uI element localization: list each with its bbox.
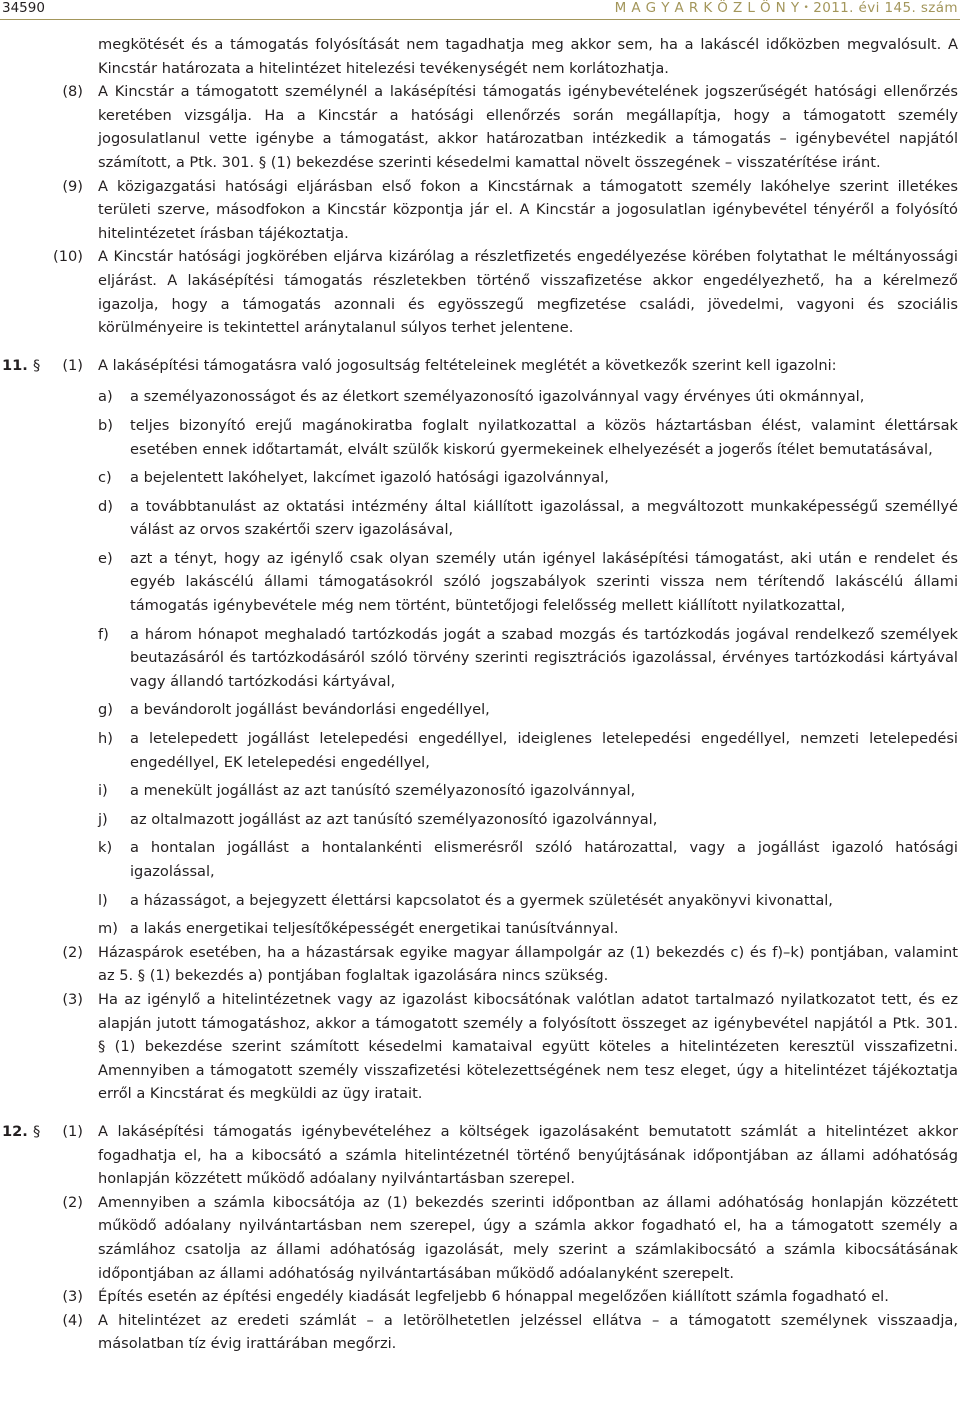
- section-12-paragraph-1: [0, 1120, 960, 1191]
- requirement-list: [0, 385, 960, 940]
- paragraph-text: Építés esetén az építési engedély kiadását legfeljebb 6 hónappal megelőzően kiállított számla fogadható el.: [98, 1288, 889, 1306]
- paragraph-text: A hitelintézet az eredeti számlát – a letörölhetetlen jelzéssel ellátva – a támogatott személynek visszaadja, másolatban tíz évig irattárában megőrzi.: [98, 1311, 958, 1353]
- paragraph-text: Amennyiben a számla kibocsátója az (1) bekezdés szerinti időpontban az állami adóhatóság honlapján közzétett működő adóalany nyilvántartásban nem szerepel, úgy a számla akkor fogadható el, ha a támogatott személy a számlához csatolja az állami adóhatóság igazolását, mely szerint a számlakibocsátó a számla kibocsátásának időpontjában az állami adóhatóság nyilvántartásában működő adóalanyként szerepelt.: [98, 1193, 958, 1282]
- section-12-paragraph-2: [0, 1191, 960, 1285]
- paragraph-text: A lakásépítési támogatás igénybevételéhez a költségek igazolásaként bemutatott számlát a hitelintézet akkor fogadhatja el, ha a kibocsátó a számla hitelintézetnél történő benyújtásának időpontjában az állami adóhatóság honlapján közzétett működő adóalany nyilvántartásban szerepel.: [98, 1122, 958, 1188]
- paragraph-number: (8): [62, 83, 83, 101]
- paragraph-text: A közigazgatási hatósági eljárásban első fokon a Kincstárnak a támogatott személy lakóhelye szerint illetékes területi szerve, másodfokon a Kincstár központja jár el. A Kincstár a jogosulatlan igénybevétel tényéről a folyósító hitelintézetet írásban tájékoztatja.: [98, 177, 958, 242]
- header-rule: [0, 19, 960, 20]
- paragraph-text: A lakásépítési támogatásra való jogosultság feltételeinek meglétét a következők szerint kell igazolni:: [98, 356, 837, 374]
- list-item: [98, 889, 958, 913]
- bullet-separator: •: [803, 3, 810, 13]
- paragraph-text: A Kincstár hatósági jogkörében eljárva kizárólag a részletfizetés engedélyezése körében folytathat le méltányossági eljárást. A lakásépítési támogatás részletekben történő visszafizetése akkor engedélyezhető, ha a kérelmező igazolja, hogy a támogatás azonnali és egyösszegű megfizetése családi, jövedelmi, vagyoni és szociális körülményeire is tekintettel aránytalanul súlyos terhet jelentene.: [98, 248, 958, 337]
- paragraph-text: Ha az igénylő a hitelintézetnek vagy az igazolást kibocsátónak valótlan adatot tartalmazó nyilatkozatot tett, és ez alapján jutott támogatáshoz, akkor a támogatott személy a folyósított összeget az igénybevétel napjától a Ptk. 301. § (1) bekezdése szerint számított késedelmi kamataival együtt köteles a hitelintézeten keresztül visszafizetni. Amennyiben a támogatott személy visszafizetési kötelezettségének nem tesz eleget, úgy a hitelintézet tájékoztatja erről a Kincstárat és megküldi az ügy iratait.: [98, 990, 958, 1103]
- intro-text: megkötését és a támogatás folyósítását nem tagadhatja meg akkor sem, ha a lakáscél időközben megvalósult. A Kincstár határozata a hitelintézet hitelezési tevékenységét nem korlátozhatja.: [98, 36, 958, 77]
- paragraph-text: A Kincstár a támogatott személynél a lakásépítési támogatás igénybevételének jogszerűségét hatósági ellenőrzés keretében vizsgálja. Ha a Kincstár a hatósági ellenőrzés során megállapítja, hogy a támogatott személy jogosulatlanul vette igénybe a támogatást, akkor határozatban intézkedik a támogatás – igénybevétel napjától számított, a Ptk. 301. § (1) bekezdése szerinti késedelmi kamattal növelt összegének – visszatérítése iránt.: [98, 83, 958, 171]
- section-11-paragraph-3: [0, 988, 960, 1106]
- list-item-label: h): [98, 730, 113, 748]
- list-item-text: a házasságot, a bejegyzett élettársi kapcsolatot és a gyermek születését anyakönyvi kivonattal,: [130, 891, 833, 909]
- page-header: [0, 0, 960, 18]
- section-symbol: §: [33, 1122, 41, 1140]
- document-body: [0, 33, 960, 1356]
- list-item: [98, 779, 958, 803]
- list-item-text: azt a tényt, hogy az igénylő csak olyan személy után igényel lakásépítési támogatást, aki után e rendelet és egyéb lakáscélú állami támogatásokról szóló jogszabályok szerinti vissza nem térítendő lakáscélú állami támogatás igénybevétele még nem történt, büntetőjogi felelősség mellett kiállított nyilatkozattal,: [130, 549, 958, 615]
- list-item-text: az oltalmazott jogállást az azt tanúsító személyazonosító igazolvánnyal,: [130, 810, 658, 828]
- list-item-label: i): [98, 782, 108, 800]
- list-item-label: c): [98, 469, 112, 487]
- paragraph-8: [0, 80, 960, 174]
- list-item: [98, 808, 958, 832]
- section-12-paragraph-4: [0, 1309, 960, 1356]
- paragraph-10: [0, 245, 960, 339]
- paragraph-number: (1): [62, 356, 83, 374]
- paragraph-number: (2): [62, 1193, 83, 1211]
- list-item-label: l): [98, 891, 108, 909]
- journal-name: M A G Y A R K Ö Z L Ö N Y: [614, 0, 800, 16]
- paragraph-number: (4): [62, 1311, 83, 1329]
- list-item-text: a bejelentett lakóhelyet, lakcímet igazoló hatósági igazolvánnyal,: [130, 469, 609, 487]
- list-item: [98, 385, 958, 409]
- paragraph-text: Házaspárok esetében, ha a házastársak egyike magyar állampolgár az (1) bekezdés c) és f)–k) pontjában, valamint az 5. § (1) bekezdés a) pontjában foglaltak igazolására nincs szükség.: [98, 943, 958, 985]
- page-number: 34590: [2, 0, 45, 16]
- list-item-label: k): [98, 839, 113, 857]
- section-11-paragraph-2: [0, 941, 960, 988]
- list-item-text: a lakás energetikai teljesítőképességét energetikai tanúsítvánnyal.: [130, 920, 619, 938]
- section-number: 11.: [2, 356, 28, 374]
- list-item: [98, 623, 958, 694]
- list-item-label: e): [98, 549, 113, 567]
- section-number: 12.: [2, 1122, 28, 1140]
- list-item-text: a hontalan jogállást a hontalankénti elismerésről szóló határozattal, vagy a jogállást igazoló hatósági igazolással,: [130, 839, 958, 880]
- list-item: [98, 727, 958, 774]
- issue-number: 2011. évi 145. szám: [813, 0, 958, 16]
- list-item-text: a menekült jogállást az azt tanúsító személyazonosító igazolvánnyal,: [130, 782, 636, 800]
- paragraph-number: (3): [62, 1288, 83, 1306]
- list-item-label: a): [98, 388, 113, 406]
- paragraph-9: [0, 175, 960, 246]
- list-item-label: j): [98, 810, 108, 828]
- list-item-text: a három hónapot meghaladó tartózkodás jogát a szabad mozgás és tartózkodás jogával rendelkező személyek beutazásáról és tartózkodásáról szóló törvény szerinti regisztrációs igazolással, érvényes tartózkodási kártyával vagy állandó tartózkodási kártyával,: [130, 625, 958, 690]
- paragraph-number: (2): [62, 943, 83, 961]
- intro-paragraph: [0, 33, 960, 80]
- section-symbol: §: [33, 356, 41, 374]
- list-item: [98, 698, 958, 722]
- list-item: [98, 836, 958, 883]
- list-item: [98, 414, 958, 461]
- list-item-text: teljes bizonyító erejű magánokiratba foglalt nyilatkozattal a közös háztartásban élést, valamint élettársak esetében ennek időtartamát, elvált szülők kiskorú gyermekeinek elhelyezését a jogerős ítélet bemutatásával,: [130, 416, 958, 458]
- list-item-label: b): [98, 416, 113, 434]
- paragraph-number: (9): [62, 177, 83, 195]
- paragraph-number: (3): [62, 990, 83, 1008]
- section-11-paragraph-1: [0, 354, 960, 378]
- list-item-text: a továbbtanulást az oktatási intézmény által kiállított igazolással, a megváltozott munkaképességű személlyé válást az orvos szakértői szerv igazolásával,: [130, 497, 958, 539]
- paragraph-number: (10): [53, 248, 83, 266]
- list-item: [98, 495, 958, 542]
- paragraph-number: (1): [62, 1122, 83, 1140]
- list-item-label: f): [98, 625, 109, 643]
- list-item-label: m): [98, 920, 118, 938]
- list-item-label: d): [98, 497, 113, 515]
- list-item: [98, 547, 958, 618]
- journal-title: [615, 0, 958, 16]
- list-item-text: a személyazonosságot és az életkort személyazonosító igazolvánnyal vagy érvényes úti okmánnyal,: [130, 388, 865, 406]
- section-12-paragraph-3: [0, 1285, 960, 1309]
- list-item-label: g): [98, 701, 113, 719]
- list-item-text: a bevándorolt jogállást bevándorlási engedéllyel,: [130, 701, 490, 719]
- list-item: [98, 917, 958, 941]
- list-item: [98, 466, 958, 490]
- list-item-text: a letelepedett jogállást letelepedési engedéllyel, ideiglenes letelepedési engedéllyel, nemzeti letelepedési engedéllyel, EK letelepedési engedéllyel,: [130, 730, 958, 771]
